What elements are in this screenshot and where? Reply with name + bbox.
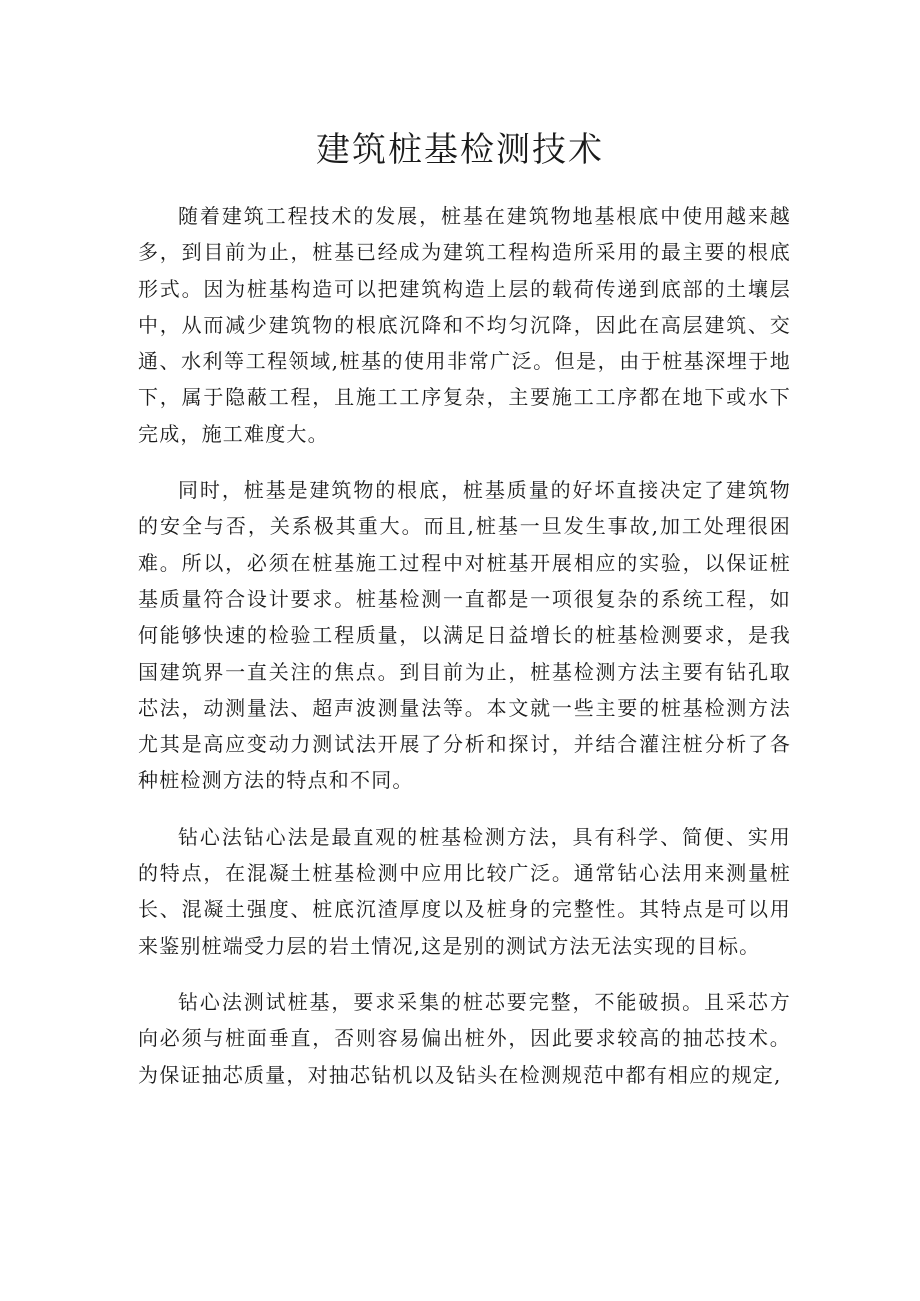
paragraph-importance: 同时，桩基是建筑物的根底，桩基质量的好坏直接决定了建筑物的安全与否，关系极其重大。而且,桩基一旦发生事故,加工处理很困难。所以，必须在桩基施工过程中对桩基开展相应的实验，以保证桩基质量符合设计要求。桩基检测一直都是一项很复杂的系统工程，如何能够快速的检验工程质量，以满足日益增长的桩基检测要求，是我国建筑界一直关注的焦点。到目前为止，桩基检测方法主要有钻孔取芯法，动测量法、超声波测量法等。本文就一些主要的桩基检测方法尤其是高应变动力测试法开展了分析和探讨，并结合灌注桩分析了各种桩检测方法的特点和不同。 (138, 478, 791, 793)
document-title: 建筑桩基检测技术 (316, 130, 604, 170)
paragraph-intro: 随着建筑工程技术的发展，桩基在建筑物地基根底中使用越来越多，到目前为止，桩基已经成为建筑工程构造所采用的最主要的根底形式。因为桩基构造可以把建筑构造上层的载荷传递到底部的土壤层中，从而减少建筑物的根底沉降和不均匀沉降，因此在高层建筑、交通、水利等工程领域,桩基的使用非常广泛。但是，由于桩基深埋于地下，属于隐蔽工程，且施工工序复杂，主要施工工序都在地下或水下完成，施工难度大。 (138, 204, 791, 446)
paragraph-coring-requirements: 钻心法测试桩基，要求采集的桩芯要完整，不能破损。且采芯方向必须与桩面垂直，否则容易偏出桩外，因此要求较高的抽芯技术。为保证抽芯质量，对抽芯钻机以及钻头在检测规范中都有相应的规定, (138, 989, 791, 1087)
document-body (138, 198, 791, 1113)
paragraph-coring-method: 钻心法钻心法是最直观的桩基检测方法，具有科学、简便、实用的特点，在混凝土桩基检测中应用比较广泛。通常钻心法用来测量桩长、混凝土强度、桩底沉渣厚度以及桩身的完整性。其特点是可以用来鉴别桩端受力层的岩土情况,这是别的测试方法无法实现的目标。 (138, 824, 791, 958)
